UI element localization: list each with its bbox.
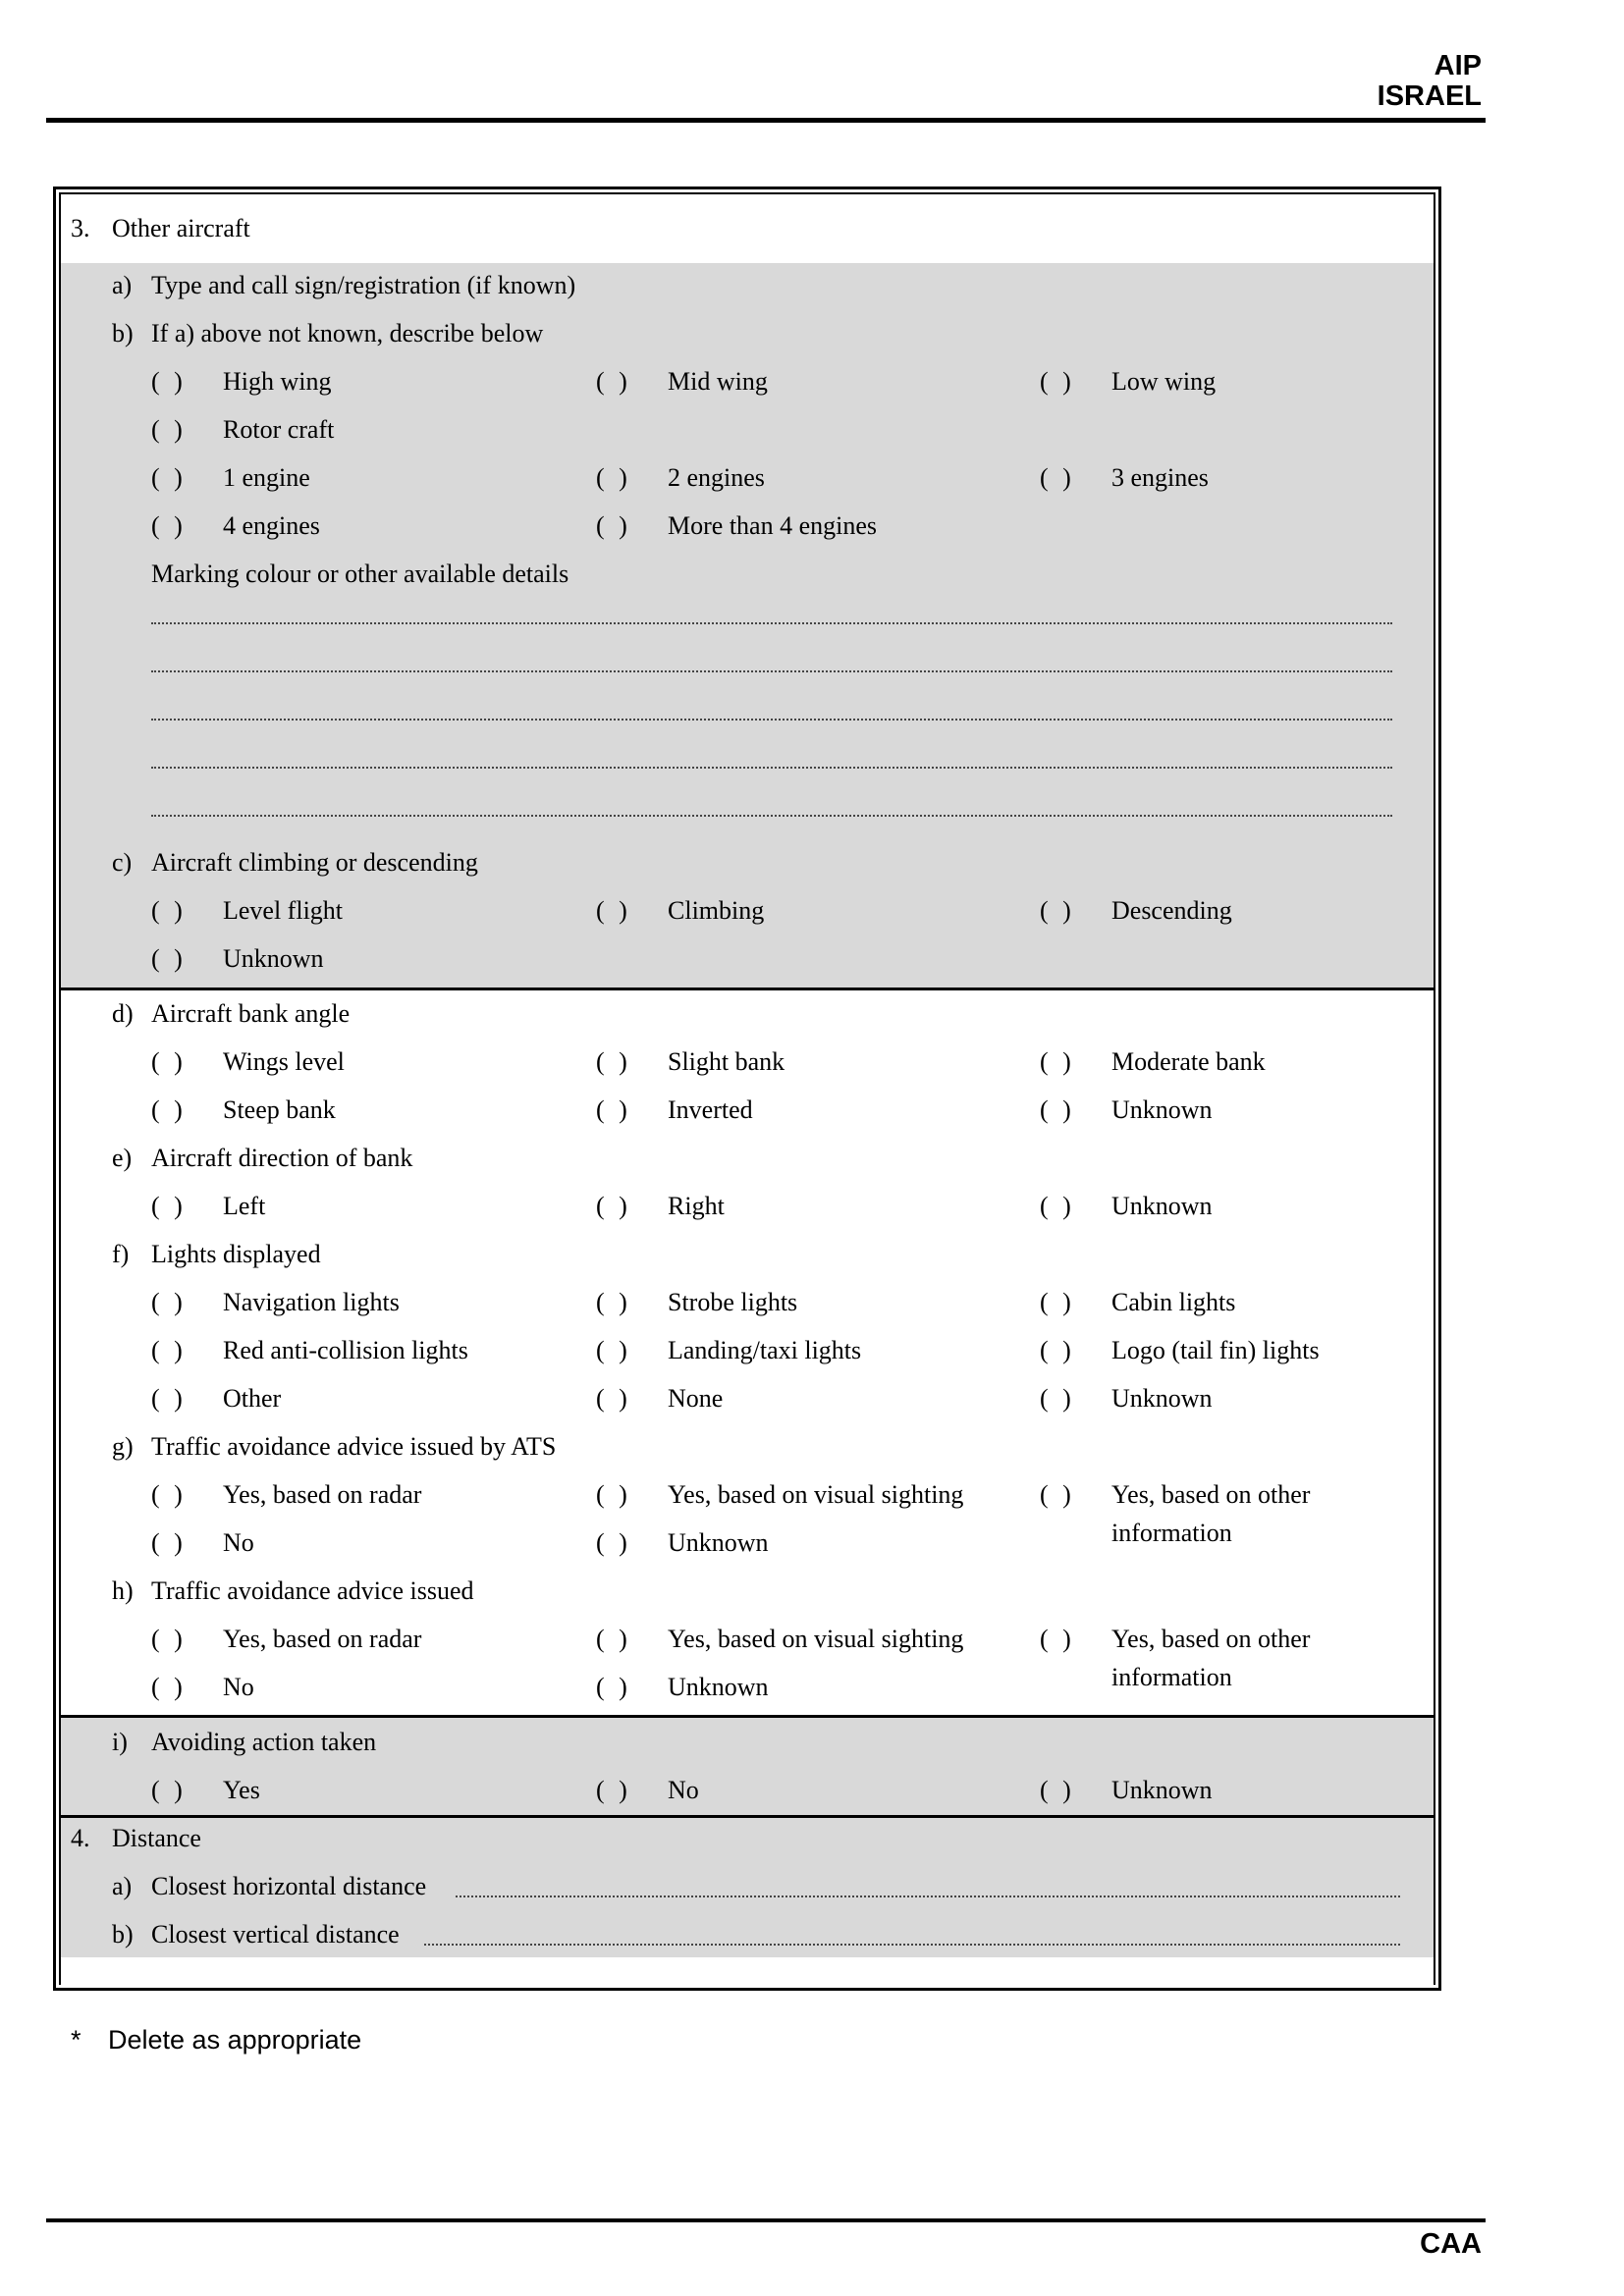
item-text: Traffic avoidance advice issued [151, 1576, 474, 1605]
item-label: a) [112, 271, 133, 299]
header-israel: ISRAEL [1377, 80, 1482, 112]
marking-details-label: Marking colour or other available details [151, 560, 569, 588]
option-label: Cabin lights [1111, 1288, 1236, 1316]
checkbox[interactable]: ( ) [596, 511, 627, 540]
item-text: Aircraft climbing or descending [151, 848, 478, 877]
item-label: b) [112, 1920, 134, 1949]
checkbox[interactable]: ( ) [151, 1673, 183, 1701]
item-text: Avoiding action taken [151, 1728, 377, 1756]
item-text: Type and call sign/registration (if known) [151, 271, 576, 299]
item-label: a) [112, 1872, 133, 1900]
header-aip: AIP [1434, 50, 1482, 81]
option-label: Yes, based on visual sighting [668, 1480, 964, 1509]
footer-caa: CAA [1420, 2228, 1482, 2260]
checkbox[interactable]: ( ) [151, 367, 183, 396]
option-label: More than 4 engines [668, 511, 878, 540]
item-label: d) [112, 999, 134, 1028]
option-label: Unknown [1111, 1776, 1213, 1804]
option-label: 2 engines [668, 463, 765, 492]
checkbox[interactable]: ( ) [151, 463, 183, 492]
checkbox[interactable]: ( ) [596, 1336, 627, 1364]
option-label: Right [668, 1192, 725, 1220]
option-label: Unknown [1111, 1095, 1213, 1124]
footnote [71, 2025, 361, 2056]
header-rule [46, 118, 1486, 123]
option-label: Rotor craft [223, 415, 335, 444]
footnote-text: Delete as appropriate [108, 2025, 362, 2055]
option-label: No [223, 1673, 254, 1701]
item-label: h) [112, 1576, 134, 1605]
option-label: Yes, based on visual sighting [668, 1625, 964, 1653]
item-text: Closest vertical distance [151, 1920, 400, 1949]
option-label: Yes [223, 1776, 260, 1804]
checkbox[interactable]: ( ) [596, 896, 627, 925]
footer-rule [46, 2218, 1486, 2222]
checkbox[interactable]: ( ) [1040, 896, 1071, 925]
checkbox[interactable]: ( ) [151, 415, 183, 444]
option-label: Mid wing [668, 367, 768, 396]
vertical-distance-field[interactable] [424, 1944, 1400, 1946]
option-label-continued: information [1111, 1519, 1232, 1547]
checkbox[interactable]: ( ) [1040, 1192, 1071, 1220]
checkbox[interactable]: ( ) [596, 1384, 627, 1413]
marking-details-line[interactable] [151, 719, 1392, 721]
checkbox[interactable]: ( ) [1040, 1288, 1071, 1316]
option-label-continued: information [1111, 1663, 1232, 1691]
item-label: i) [112, 1728, 128, 1756]
checkbox[interactable]: ( ) [1040, 463, 1071, 492]
checkbox[interactable]: ( ) [151, 1384, 183, 1413]
option-label: Unknown [668, 1673, 769, 1701]
option-label: Unknown [668, 1528, 769, 1557]
checkbox[interactable]: ( ) [1040, 1095, 1071, 1124]
option-label: Level flight [223, 896, 344, 925]
option-label: No [668, 1776, 699, 1804]
option-label: Red anti-collision lights [223, 1336, 468, 1364]
item-text: Aircraft bank angle [151, 999, 351, 1028]
checkbox[interactable]: ( ) [1040, 1336, 1071, 1364]
section3-title-band [61, 194, 1434, 263]
option-label: Unknown [223, 944, 324, 973]
checkbox[interactable]: ( ) [151, 1528, 183, 1557]
checkbox[interactable]: ( ) [1040, 1384, 1071, 1413]
item-text: Traffic avoidance advice issued by ATS [151, 1432, 557, 1461]
checkbox[interactable]: ( ) [151, 1776, 183, 1804]
checkbox[interactable]: ( ) [1040, 1047, 1071, 1076]
option-label: No [223, 1528, 254, 1557]
option-label: Left [223, 1192, 266, 1220]
option-label: Yes, based on radar [223, 1625, 422, 1653]
footnote-asterisk: * [71, 2025, 81, 2055]
option-label: Other [223, 1384, 282, 1413]
checkbox[interactable]: ( ) [151, 944, 183, 973]
marking-details-line[interactable] [151, 767, 1392, 769]
option-label: High wing [223, 367, 332, 396]
option-label: 1 engine [223, 463, 310, 492]
option-label: Moderate bank [1111, 1047, 1266, 1076]
checkbox[interactable]: ( ) [151, 511, 183, 540]
checkbox[interactable]: ( ) [596, 367, 627, 396]
document-header [1378, 51, 1482, 112]
item-text: Aircraft direction of bank [151, 1144, 413, 1172]
item-label: b) [112, 319, 134, 347]
checkbox[interactable]: ( ) [596, 1776, 627, 1804]
form-inner-frame [59, 192, 1435, 1985]
checkbox[interactable]: ( ) [151, 1288, 183, 1316]
item-label: e) [112, 1144, 133, 1172]
option-label: Climbing [668, 896, 765, 925]
checkbox[interactable]: ( ) [151, 1192, 183, 1220]
marking-details-line[interactable] [151, 815, 1392, 817]
checkbox[interactable]: ( ) [596, 1047, 627, 1076]
section-title: Other aircraft [112, 214, 250, 242]
option-label: Yes, based on radar [223, 1480, 422, 1509]
checkbox[interactable]: ( ) [596, 1192, 627, 1220]
checkbox[interactable]: ( ) [151, 896, 183, 925]
marking-details-line[interactable] [151, 670, 1392, 672]
option-label: Low wing [1111, 367, 1217, 396]
option-label: Unknown [1111, 1192, 1213, 1220]
item-label: g) [112, 1432, 134, 1461]
option-label: Logo (tail fin) lights [1111, 1336, 1320, 1364]
checkbox[interactable]: ( ) [596, 463, 627, 492]
checkbox[interactable]: ( ) [596, 1528, 627, 1557]
checkbox[interactable]: ( ) [596, 1288, 627, 1316]
option-label: Wings level [223, 1047, 345, 1076]
checkbox[interactable]: ( ) [1040, 1776, 1071, 1804]
marking-details-line[interactable] [151, 622, 1392, 624]
option-label: Navigation lights [223, 1288, 400, 1316]
checkbox[interactable]: ( ) [151, 1336, 183, 1364]
option-label: Steep bank [223, 1095, 336, 1124]
item-text: If a) above not known, describe below [151, 319, 544, 347]
option-label: Slight bank [668, 1047, 785, 1076]
horizontal-distance-field[interactable] [456, 1896, 1400, 1897]
option-label: None [668, 1384, 724, 1413]
option-label: Yes, based on other [1111, 1480, 1311, 1509]
item-text: Lights displayed [151, 1240, 321, 1268]
checkbox[interactable]: ( ) [151, 1047, 183, 1076]
option-label: Landing/taxi lights [668, 1336, 862, 1364]
option-label: Descending [1111, 896, 1232, 925]
option-label: Unknown [1111, 1384, 1213, 1413]
checkbox[interactable]: ( ) [596, 1480, 627, 1509]
checkbox[interactable]: ( ) [151, 1480, 183, 1509]
checkbox[interactable]: ( ) [151, 1095, 183, 1124]
checkbox[interactable]: ( ) [596, 1625, 627, 1653]
item-label: f) [112, 1240, 130, 1268]
checkbox[interactable]: ( ) [1040, 1625, 1071, 1653]
option-label: 3 engines [1111, 463, 1209, 492]
section-title: Distance [112, 1824, 201, 1852]
checkbox[interactable]: ( ) [1040, 367, 1071, 396]
form-frame [53, 187, 1441, 1991]
option-label: Strobe lights [668, 1288, 798, 1316]
item-text: Closest horizontal distance [151, 1872, 427, 1900]
section-number: 4. [71, 1824, 90, 1852]
option-label: Yes, based on other [1111, 1625, 1311, 1653]
option-label: Inverted [668, 1095, 753, 1124]
checkbox[interactable]: ( ) [596, 1095, 627, 1124]
section-number: 3. [71, 214, 90, 242]
item-label: c) [112, 848, 133, 877]
option-label: 4 engines [223, 511, 320, 540]
bottom-white-band [61, 1957, 1434, 1987]
checkbox[interactable]: ( ) [1040, 1480, 1071, 1509]
checkbox[interactable]: ( ) [151, 1625, 183, 1653]
checkbox[interactable]: ( ) [596, 1673, 627, 1701]
